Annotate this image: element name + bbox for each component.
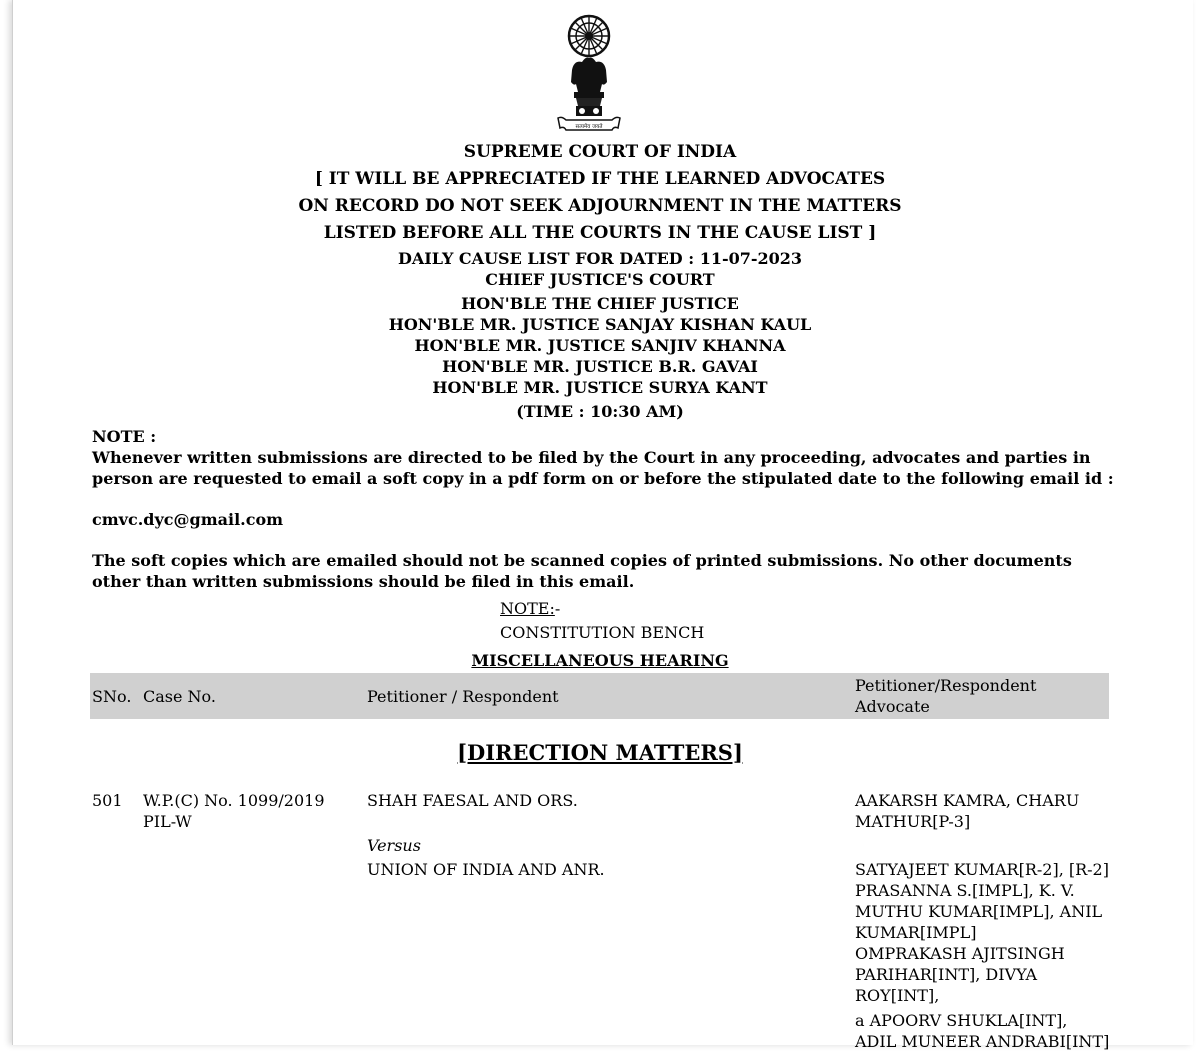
judge-2: HON'BLE MR. JUSTICE SANJAY KISHAN KAUL — [388, 315, 812, 334]
advocate-line: KUMAR[IMPL] — [855, 923, 977, 942]
judge-3: HON'BLE MR. JUSTICE SANJIV KHANNA — [414, 336, 786, 355]
note-heading: NOTE : — [92, 427, 157, 446]
matter-case-no: W.P.(C) No. 1099/2019 — [143, 791, 325, 810]
appeal-line-3: LISTED BEFORE ALL THE COURTS IN THE CAUSE LIST ] — [323, 223, 877, 243]
note-paragraph-2: The soft copies which are emailed should not be scanned copies of printed submissions. No other documents other than written submissions should be filed in this email. — [92, 551, 1072, 591]
col-parties: Petitioner / Respondent — [367, 687, 559, 706]
hearing-time: (TIME : 10:30 AM) — [516, 402, 684, 421]
respondent-advocates — [855, 859, 1115, 1006]
matter-sno: 501 — [92, 791, 123, 810]
state-emblem-icon — [552, 12, 626, 140]
petitioner-advocates — [855, 790, 1115, 832]
advocate-line: SATYAJEET KUMAR[R-2], [R-2] — [855, 860, 1109, 879]
advocate-line: PRASANNA S.[IMPL], K. V. — [855, 881, 1075, 900]
judge-1: HON'BLE THE CHIEF JUSTICE — [461, 294, 739, 313]
direction-matters-title: [DIRECTION MATTERS] — [457, 740, 743, 765]
bench-note-suffix: - — [554, 599, 561, 618]
advocate-line: AAKARSH KAMRA, CHARU — [855, 791, 1080, 810]
bench-note-label: NOTE: — [500, 599, 555, 618]
note-section — [92, 426, 1122, 489]
advocate-line: ADIL MUNEER ANDRABI[INT] — [855, 1032, 1110, 1051]
matter-respondent: UNION OF INDIA AND ANR. — [367, 860, 605, 879]
note-email: cmvc.dyc@gmail.com — [92, 510, 284, 529]
respondent-advocates-continued — [855, 1010, 1115, 1052]
bench-note-label-wrap — [500, 598, 560, 619]
advocate-line: ROY[INT], — [855, 986, 940, 1005]
judge-5: HON'BLE MR. JUSTICE SURYA KANT — [432, 378, 768, 397]
advocate-line: PARIHAR[INT], DIVYA — [855, 965, 1037, 984]
table-header — [90, 673, 1109, 719]
matter-versus: Versus — [367, 836, 421, 855]
cause-list-date: DAILY CAUSE LIST FOR DATED : 11-07-2023 — [397, 249, 803, 268]
advocate-line: MATHUR[P-3] — [855, 812, 971, 831]
advocate-line: a APOORV SHUKLA[INT], — [855, 1011, 1068, 1030]
matter-petitioner: SHAH FAESAL AND ORS. — [367, 791, 578, 810]
col-advocate-line-1: Petitioner/Respondent — [855, 676, 1037, 695]
section-title: MISCELLANEOUS HEARING — [471, 651, 729, 670]
advocate-line: OMPRAKASH AJITSINGH — [855, 944, 1065, 963]
matter-case-type: PIL-W — [143, 812, 192, 831]
court-title: SUPREME COURT OF INDIA — [463, 142, 737, 162]
col-sno: SNo. — [92, 687, 132, 706]
court-room: CHIEF JUSTICE'S COURT — [485, 270, 715, 289]
appeal-line-2: ON RECORD DO NOT SEEK ADJOURNMENT IN THE MATTERS — [298, 196, 902, 216]
appeal-line-1: [ IT WILL BE APPRECIATED IF THE LEARNED ADVOCATES — [314, 169, 886, 189]
judge-4: HON'BLE MR. JUSTICE B.R. GAVAI — [442, 357, 758, 376]
note-paragraph-1: Whenever written submissions are directed to be filed by the Court in any proceeding, advocates and parties in person are requested to email a soft copy in a pdf form on or before the stipulated date to the following email id : — [92, 448, 1114, 488]
advocate-line: MUTHU KUMAR[IMPL], ANIL — [855, 902, 1103, 921]
col-advocate-line-2: Advocate — [855, 697, 930, 716]
emblem-motto: सत्यमेव जयते — [575, 124, 603, 130]
col-case-no: Case No. — [143, 687, 216, 706]
bench-type: CONSTITUTION BENCH — [500, 623, 705, 642]
